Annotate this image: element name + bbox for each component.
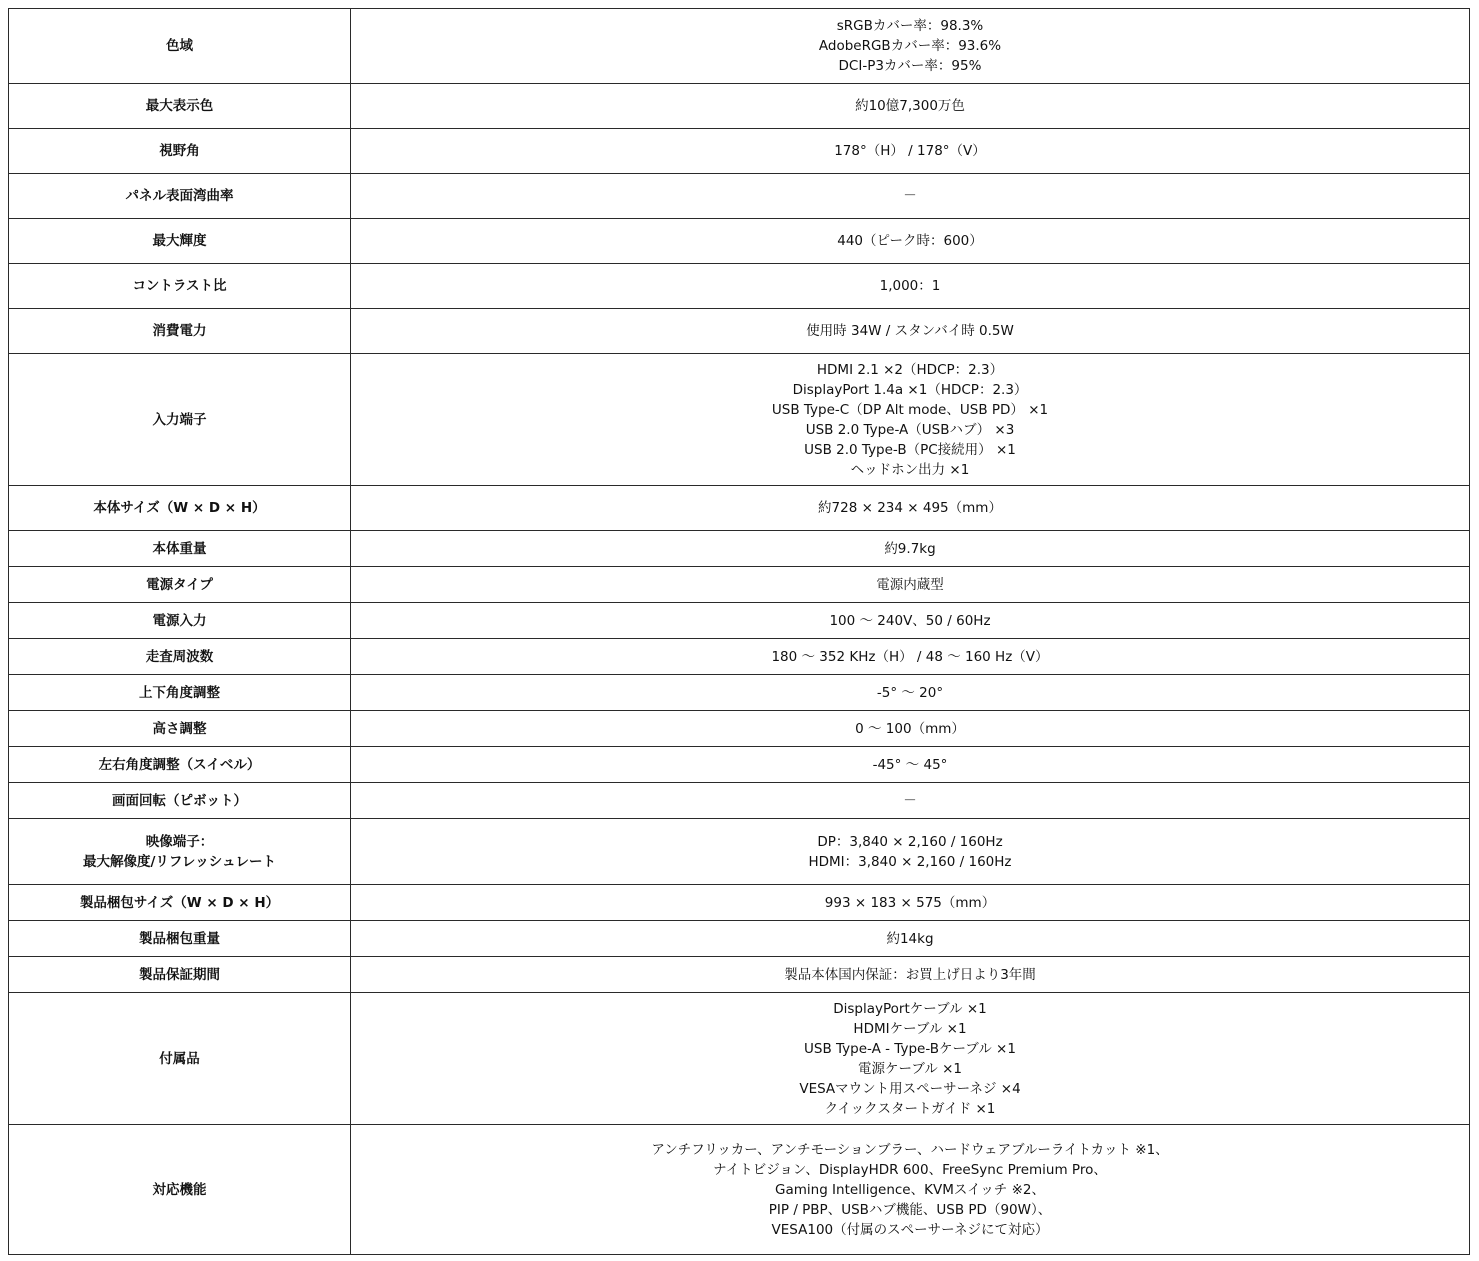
spec-label <box>9 921 351 957</box>
spec-row <box>9 486 1470 531</box>
spec-value <box>351 9 1470 84</box>
spec-value-line: -5° ～ 20° <box>876 684 944 701</box>
spec-row <box>9 84 1470 129</box>
spec-value-line: 993 × 183 × 575（mm） <box>824 894 996 911</box>
spec-value-line: 0 ～ 100（mm） <box>855 720 965 737</box>
spec-label-line: 最大解像度/リフレッシュレート <box>83 853 276 870</box>
spec-row <box>9 957 1470 993</box>
spec-label <box>9 84 351 129</box>
spec-value-line: 180 ～ 352 KHz（H） / 48 ～ 160 Hz（V） <box>771 648 1049 665</box>
spec-value-line: DisplayPort 1.4a ×1（HDCP：2.3） <box>792 381 1028 398</box>
spec-value <box>351 531 1470 567</box>
spec-value <box>351 219 1470 264</box>
spec-value <box>351 1125 1470 1255</box>
spec-label <box>9 639 351 675</box>
spec-value-line: 電源内蔵型 <box>876 576 944 593</box>
spec-label <box>9 309 351 354</box>
spec-value-line: VESAマウント用スペーサーネジ ×4 <box>799 1080 1021 1097</box>
spec-value-line: 440（ピーク時：600） <box>837 233 983 249</box>
spec-label <box>9 783 351 819</box>
spec-row <box>9 921 1470 957</box>
spec-value-line: 178°（H） / 178°（V） <box>834 143 986 159</box>
spec-value <box>351 885 1470 921</box>
spec-label <box>9 354 351 486</box>
spec-label-line: 走査周波数 <box>145 648 214 665</box>
spec-label <box>9 747 351 783</box>
spec-label <box>9 885 351 921</box>
spec-value-line: HDMI 2.1 ×2（HDCP：2.3） <box>816 361 1004 378</box>
spec-row <box>9 219 1470 264</box>
spec-label-line: 対応機能 <box>152 1181 207 1198</box>
spec-label-line: 左右角度調整（スイベル） <box>98 756 261 773</box>
spec-value-line: -45° ～ 45° <box>872 756 948 773</box>
spec-label-line: 映像端子： <box>145 833 214 850</box>
spec-row <box>9 264 1470 309</box>
spec-label <box>9 675 351 711</box>
spec-label <box>9 819 351 885</box>
spec-row <box>9 885 1470 921</box>
spec-value-line: HDMI：3,840 × 2,160 / 160Hz <box>808 853 1012 870</box>
spec-label <box>9 567 351 603</box>
spec-value <box>351 747 1470 783</box>
spec-value-line: － <box>903 188 917 204</box>
spec-value <box>351 783 1470 819</box>
spec-label <box>9 603 351 639</box>
spec-value <box>351 639 1470 675</box>
spec-value <box>351 264 1470 309</box>
spec-value <box>351 567 1470 603</box>
spec-label-line: 色域 <box>166 38 193 54</box>
spec-value-line: 100 ～ 240V、50 / 60Hz <box>829 612 991 629</box>
spec-value-line: ナイトビジョン、DisplayHDR 600、FreeSync Premium Pro、 <box>713 1161 1107 1178</box>
spec-value <box>351 993 1470 1125</box>
spec-label <box>9 264 351 309</box>
spec-label-line: 上下角度調整 <box>139 684 220 701</box>
spec-label-line: 電源タイプ <box>146 576 213 593</box>
spec-row <box>9 675 1470 711</box>
spec-value-line: クイックスタートガイド ×1 <box>824 1100 996 1117</box>
spec-value <box>351 603 1470 639</box>
spec-row <box>9 783 1470 819</box>
spec-value <box>351 711 1470 747</box>
spec-label <box>9 129 351 174</box>
spec-row <box>9 711 1470 747</box>
spec-value-line: AdobeRGBカバー率：93.6% <box>818 38 1002 54</box>
spec-value <box>351 354 1470 486</box>
spec-label <box>9 711 351 747</box>
spec-value-line: sRGBカバー率：98.3% <box>836 18 984 34</box>
spec-label <box>9 486 351 531</box>
spec-value-line: 1,000：1 <box>879 278 941 294</box>
spec-value-line: ヘッドホン出力 ×1 <box>850 461 970 478</box>
spec-value <box>351 309 1470 354</box>
spec-table <box>8 8 1470 1255</box>
spec-row <box>9 531 1470 567</box>
spec-value-line: 使用時 34W / スタンバイ時 0.5W <box>806 323 1014 339</box>
spec-value <box>351 957 1470 993</box>
spec-row <box>9 354 1470 486</box>
spec-table-body <box>9 9 1470 1255</box>
spec-value <box>351 486 1470 531</box>
spec-label-line: 本体サイズ（W × D × H） <box>93 500 266 516</box>
spec-value-line: USB 2.0 Type-A（USBハブ） ×3 <box>805 421 1015 438</box>
spec-label-line: 電源入力 <box>152 612 207 629</box>
spec-label <box>9 1125 351 1255</box>
spec-label-line: 製品保証期間 <box>139 966 220 983</box>
spec-row <box>9 747 1470 783</box>
spec-value <box>351 675 1470 711</box>
spec-value-line: － <box>903 792 917 809</box>
spec-label <box>9 957 351 993</box>
spec-label-line: 製品梱包サイズ（W × D × H） <box>79 894 280 911</box>
spec-value-line: VESA100（付属のスペーサーネジにて対応） <box>771 1221 1049 1238</box>
spec-row <box>9 819 1470 885</box>
spec-value-line: 約14kg <box>886 930 934 947</box>
spec-value-line: 約10億7,300万色 <box>855 98 965 114</box>
spec-value-line: PIP / PBP、USBハブ機能、USB PD（90W）、 <box>768 1201 1052 1218</box>
spec-value-line: DCI-P3カバー率：95% <box>838 58 982 74</box>
spec-label-line: 高さ調整 <box>152 720 207 737</box>
spec-value-line: 約728 × 234 × 495（mm） <box>818 500 1002 516</box>
spec-value-line: DisplayPortケーブル ×1 <box>833 1000 987 1017</box>
spec-row <box>9 309 1470 354</box>
spec-label-line: 最大輝度 <box>152 233 207 249</box>
spec-row <box>9 1125 1470 1255</box>
spec-label-line: 付属品 <box>159 1050 200 1067</box>
spec-label-line: パネル表面湾曲率 <box>125 188 234 204</box>
spec-value-line: USB Type-C（DP Alt mode、USB PD） ×1 <box>771 401 1049 418</box>
spec-label-line: コントラスト比 <box>132 278 227 294</box>
spec-value <box>351 84 1470 129</box>
spec-row <box>9 9 1470 84</box>
spec-label-line: 最大表示色 <box>145 98 214 114</box>
spec-label-line: 入力端子 <box>152 411 207 428</box>
spec-row <box>9 129 1470 174</box>
spec-value <box>351 819 1470 885</box>
spec-label-line: 視野角 <box>159 143 200 159</box>
spec-value-line: Gaming Intelligence、KVMスイッチ ※2、 <box>775 1181 1045 1198</box>
spec-label-line: 画面回転（ピボット） <box>112 792 247 809</box>
spec-label <box>9 219 351 264</box>
spec-row <box>9 603 1470 639</box>
spec-label <box>9 531 351 567</box>
spec-value-line: アンチフリッカー、アンチモーションブラー、ハードウェアブルーライトカット ※1、 <box>651 1141 1169 1158</box>
spec-value <box>351 174 1470 219</box>
spec-label <box>9 174 351 219</box>
spec-row <box>9 174 1470 219</box>
spec-value <box>351 129 1470 174</box>
spec-label-line: 本体重量 <box>152 540 207 557</box>
spec-value-line: 約9.7kg <box>884 540 936 557</box>
spec-value-line: HDMIケーブル ×1 <box>853 1020 967 1037</box>
spec-label-line: 製品梱包重量 <box>139 930 220 947</box>
spec-value-line: USB Type-A - Type-Bケーブル ×1 <box>804 1040 1016 1057</box>
spec-value-line: 製品本体国内保証：お買上げ日より3年間 <box>784 966 1036 983</box>
spec-value <box>351 921 1470 957</box>
spec-row <box>9 993 1470 1125</box>
spec-row <box>9 567 1470 603</box>
spec-value-line: DP：3,840 × 2,160 / 160Hz <box>817 833 1003 850</box>
spec-label-line: 消費電力 <box>152 323 207 339</box>
spec-label <box>9 9 351 84</box>
spec-label <box>9 993 351 1125</box>
spec-value-line: USB 2.0 Type-B（PC接続用） ×1 <box>804 441 1016 458</box>
spec-value-line: 電源ケーブル ×1 <box>858 1060 962 1077</box>
spec-row <box>9 639 1470 675</box>
